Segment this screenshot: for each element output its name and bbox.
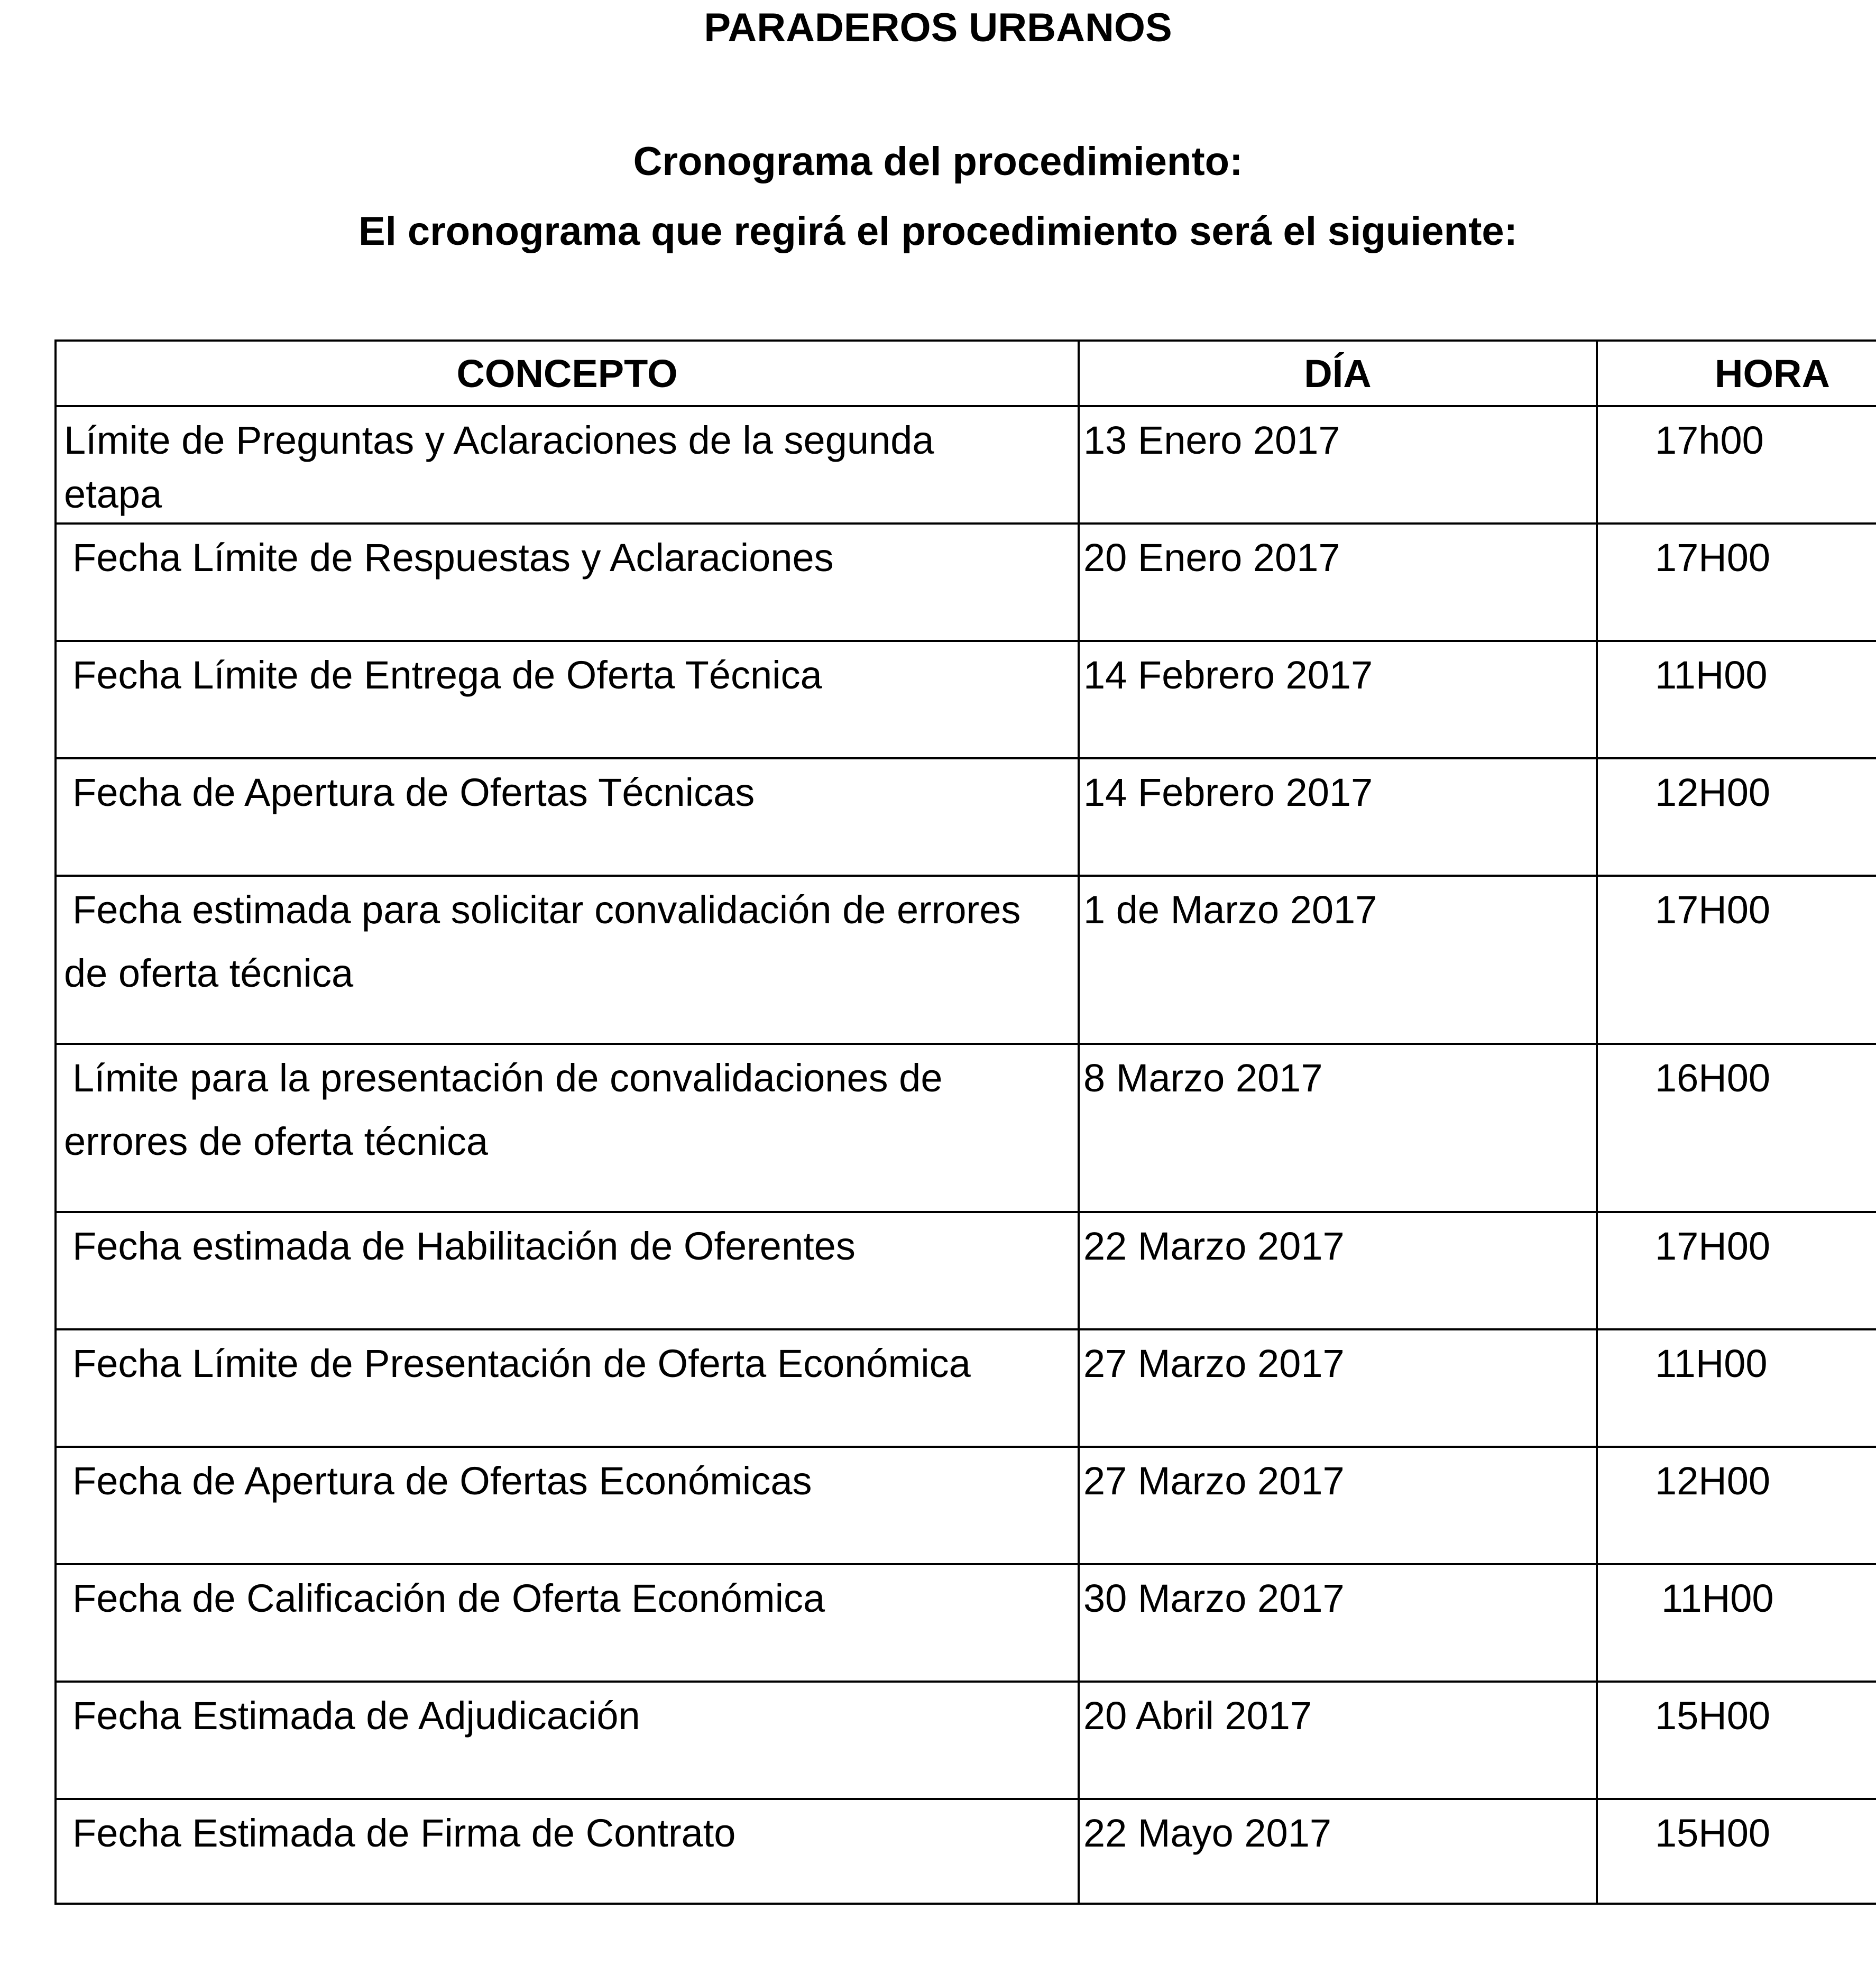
concept-cell bbox=[57, 1683, 1080, 1798]
concept-text-continued: errores de oferta técnica bbox=[64, 1119, 489, 1163]
hour-cell bbox=[1598, 1448, 1876, 1563]
concept-text: Fecha de Apertura de Ofertas Técnicas bbox=[72, 770, 755, 814]
day-text: 13 Enero 2017 bbox=[1083, 418, 1340, 462]
day-text: 14 Febrero 2017 bbox=[1083, 770, 1373, 814]
concept-text: Límite de Preguntas y Aclaraciones de la segunda bbox=[64, 418, 934, 462]
concept-cell bbox=[57, 642, 1080, 757]
schedule-subheading: El cronograma que regirá el procedimiento será el siguiente: bbox=[358, 209, 1518, 254]
concept-text: Fecha de Calificación de Oferta Económica bbox=[72, 1576, 825, 1620]
table-row bbox=[57, 1213, 1876, 1330]
day-cell bbox=[1080, 525, 1598, 640]
table-row bbox=[57, 1448, 1876, 1565]
hour-cell bbox=[1598, 1800, 1876, 1903]
concept-text: Fecha Estimada de Adjudicación bbox=[72, 1694, 640, 1738]
day-cell bbox=[1080, 1045, 1598, 1211]
concept-text: Fecha Límite de Respuestas y Aclaraciones bbox=[72, 536, 834, 580]
day-text: 27 Marzo 2017 bbox=[1083, 1342, 1345, 1385]
concept-cell bbox=[57, 1045, 1080, 1211]
hour-text: 17H00 bbox=[1655, 536, 1771, 580]
day-cell bbox=[1080, 1565, 1598, 1681]
concept-cell bbox=[57, 525, 1080, 640]
table-row bbox=[57, 642, 1876, 759]
day-cell bbox=[1080, 1800, 1598, 1903]
day-cell bbox=[1080, 877, 1598, 1043]
day-cell bbox=[1080, 642, 1598, 757]
hour-cell bbox=[1598, 1213, 1876, 1328]
schedule-table bbox=[54, 339, 1876, 1905]
hour-text: 17h00 bbox=[1655, 418, 1764, 462]
day-cell bbox=[1080, 1330, 1598, 1446]
concept-text: Fecha Estimada de Firma de Contrato bbox=[72, 1811, 736, 1855]
hour-cell bbox=[1598, 1683, 1876, 1798]
table-row bbox=[57, 1045, 1876, 1213]
hour-text: 11H00 bbox=[1661, 1576, 1774, 1620]
hour-cell bbox=[1598, 407, 1876, 522]
day-text: 30 Marzo 2017 bbox=[1083, 1576, 1345, 1620]
concept-text: Límite para la presentación de convalidaciones de bbox=[72, 1056, 943, 1100]
hour-cell bbox=[1598, 642, 1876, 757]
day-cell bbox=[1080, 759, 1598, 875]
concept-text: Fecha estimada de Habilitación de Oferentes bbox=[72, 1224, 856, 1268]
header-day: DÍA bbox=[1304, 352, 1372, 396]
hour-text: 16H00 bbox=[1655, 1056, 1771, 1100]
concept-cell bbox=[57, 1565, 1080, 1681]
hour-cell bbox=[1598, 759, 1876, 875]
day-text: 27 Marzo 2017 bbox=[1083, 1459, 1345, 1503]
day-cell bbox=[1080, 1213, 1598, 1328]
concept-text: Fecha Límite de Entrega de Oferta Técnica bbox=[72, 653, 822, 697]
concept-cell bbox=[57, 759, 1080, 875]
document-title: PARADEROS URBANOS bbox=[704, 5, 1172, 50]
hour-cell bbox=[1598, 1565, 1876, 1681]
concept-text: Fecha de Apertura de Ofertas Económicas bbox=[72, 1459, 812, 1503]
table-row bbox=[57, 1800, 1876, 1903]
concept-cell bbox=[57, 877, 1080, 1043]
hour-text: 15H00 bbox=[1655, 1811, 1771, 1855]
hour-text: 15H00 bbox=[1655, 1694, 1771, 1738]
hour-text: 12H00 bbox=[1655, 770, 1771, 814]
hour-text: 17H00 bbox=[1655, 888, 1771, 932]
day-text: 20 Abril 2017 bbox=[1083, 1694, 1312, 1738]
day-text: 14 Febrero 2017 bbox=[1083, 653, 1373, 697]
hour-text: 12H00 bbox=[1655, 1459, 1771, 1503]
hour-cell bbox=[1598, 525, 1876, 640]
table-header-row bbox=[57, 342, 1876, 407]
table-row bbox=[57, 759, 1876, 877]
hour-text: 11H00 bbox=[1655, 653, 1768, 697]
hour-cell bbox=[1598, 1330, 1876, 1446]
concept-text: Fecha Límite de Presentación de Oferta Económica bbox=[72, 1342, 971, 1385]
header-cell-concept bbox=[57, 342, 1080, 405]
hour-cell bbox=[1598, 1045, 1876, 1211]
day-cell bbox=[1080, 407, 1598, 522]
header-cell-day bbox=[1080, 342, 1598, 405]
schedule-heading: Cronograma del procedimiento: bbox=[633, 139, 1243, 184]
concept-cell bbox=[57, 407, 1080, 522]
hour-text: 11H00 bbox=[1655, 1342, 1768, 1385]
day-text: 8 Marzo 2017 bbox=[1083, 1056, 1323, 1100]
concept-text-continued: de oferta técnica bbox=[64, 951, 354, 995]
concept-cell bbox=[57, 1800, 1080, 1903]
hour-cell bbox=[1598, 877, 1876, 1043]
concept-cell bbox=[57, 1330, 1080, 1446]
day-cell bbox=[1080, 1683, 1598, 1798]
table-row bbox=[57, 877, 1876, 1045]
day-cell bbox=[1080, 1448, 1598, 1563]
concept-cell bbox=[57, 1448, 1080, 1563]
day-text: 22 Mayo 2017 bbox=[1083, 1811, 1332, 1855]
day-text: 1 de Marzo 2017 bbox=[1083, 888, 1377, 932]
table-row bbox=[57, 407, 1876, 525]
table-row bbox=[57, 1683, 1876, 1800]
concept-cell bbox=[57, 1213, 1080, 1328]
table-row bbox=[57, 1330, 1876, 1448]
table-row bbox=[57, 525, 1876, 642]
day-text: 20 Enero 2017 bbox=[1083, 536, 1340, 580]
table-row bbox=[57, 1565, 1876, 1683]
day-text: 22 Marzo 2017 bbox=[1083, 1224, 1345, 1268]
header-hour: HORA bbox=[1715, 352, 1830, 396]
concept-text-continued: etapa bbox=[64, 472, 162, 516]
concept-text: Fecha estimada para solicitar convalidación de errores bbox=[72, 888, 1021, 932]
hour-text: 17H00 bbox=[1655, 1224, 1771, 1268]
header-cell-hour bbox=[1598, 342, 1876, 405]
header-concept: CONCEPTO bbox=[456, 352, 678, 396]
